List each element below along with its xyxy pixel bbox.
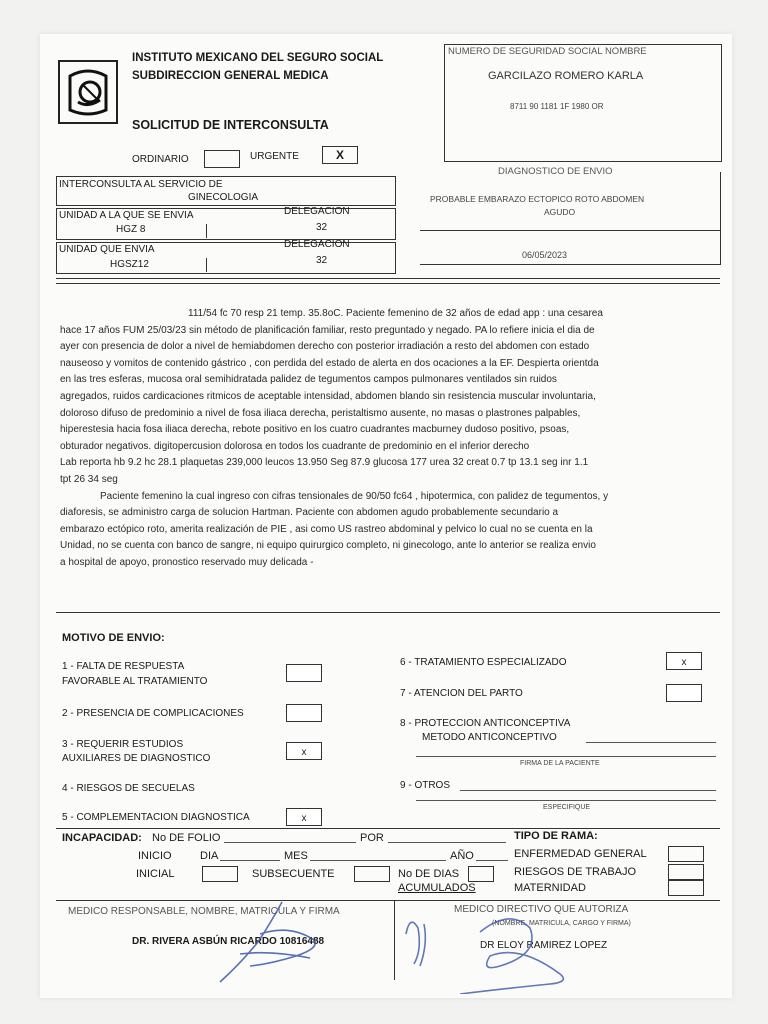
reason-8-line2: METODO ANTICONCEPTIVO (422, 732, 557, 743)
summary-line: hace 17 años FUM 25/03/23 sin método de planificación familiar, resto preguntado y negado. PA lo refiere inicia el dia de (60, 324, 595, 336)
incapacity-dias: No DE DIAS (398, 868, 460, 880)
summary-line: a hospital de apoyo, pronostico reservado muy delicada - (60, 556, 314, 568)
responsible-signature (210, 894, 340, 994)
rama-title: TIPO DE RAMA: (514, 830, 598, 842)
diagnosis-date: 06/05/2023 (522, 250, 568, 260)
rama-1-checkbox[interactable] (668, 846, 704, 862)
rama-3-checkbox[interactable] (668, 880, 704, 896)
urgente-label: URGENTE (250, 151, 299, 162)
summary-line: obturador negativos. digitopercusion dolorosa en todos los cuadrante de predominio en el inferior derecho (60, 440, 530, 452)
diagnosis-line1: PROBABLE EMBARAZO ECTOPICO ROTO ABDOMEN (430, 194, 645, 204)
unit-to-label: UNIDAD A LA QUE SE ENVIA (59, 210, 194, 221)
reason-3-line2: AUXILIARES DE DIAGNOSTICO (62, 753, 211, 764)
ordinario-checkbox[interactable] (204, 150, 240, 168)
reason-4: 4 - RIESGOS DE SECUELAS (62, 783, 195, 794)
service-value: GINECOLOGIA (188, 192, 259, 203)
summary-line: diaforesis, se administro carga de solucion Hartman. Paciente con abdomen agudo probablemente secundario a (60, 507, 559, 519)
unit-to-delegation-value: 32 (316, 222, 328, 233)
diagnosis-line2: AGUDO (544, 207, 576, 217)
summary-line: tpt 26 34 seg (60, 473, 118, 485)
director-signature (400, 904, 620, 994)
summary-line: doloroso difuso de predominio a nivel de fosa iliaca derecha, peristaltismo ausente, no masas o plastrones palpables, (60, 407, 581, 419)
rama-2: RIESGOS DE TRABAJO (514, 866, 637, 878)
reason-1-line2: FAVORABLE AL TRATAMIENTO (62, 676, 208, 687)
urgente-checkbox[interactable]: X (322, 146, 358, 164)
clinical-summary (60, 306, 720, 572)
responsible-label: MEDICO RESPONSABLE, NOMBRE, MATRICULA Y FIRMA (68, 906, 340, 917)
incapacity-inicial: INICIAL (136, 868, 175, 880)
diagnosis-box (420, 172, 721, 265)
reason-5: 5 - COMPLEMENTACION DIAGNOSTICA (62, 812, 250, 823)
dias-field[interactable] (468, 866, 494, 882)
reason-2: 2 - PRESENCIA DE COMPLICACIONES (62, 708, 244, 719)
reason-8-sign-label: FIRMA DE LA PACIENTE (520, 760, 600, 767)
reason-9-spec-label: ESPECIFIQUE (543, 804, 591, 811)
form-sheet (40, 34, 732, 998)
service-label: INTERCONSULTA AL SERVICIO DE (59, 179, 223, 190)
director-name: DR ELOY RAMIREZ LOPEZ (480, 940, 608, 951)
reason-7-checkbox[interactable] (666, 684, 702, 702)
reason-3-checkbox[interactable]: x (286, 742, 322, 760)
institute-name: INSTITUTO MEXICANO DEL SEGURO SOCIAL (132, 52, 384, 64)
imss-logo (58, 60, 118, 124)
summary-line: 111/54 fc 70 resp 21 temp. 35.8oC. Paciente femenino de 32 años de edad app : una cesarea (188, 308, 603, 319)
incapacity-anio: AÑO (450, 850, 474, 862)
reason-3-line1: 3 - REQUERIR ESTUDIOS (62, 739, 184, 750)
reasons-title: MOTIVO DE ENVIO: (62, 632, 165, 644)
unit-from-delegation-value: 32 (316, 255, 328, 266)
subsecuente-checkbox[interactable] (354, 866, 390, 882)
summary-line: Paciente femenino la cual ingreso con cifras tensionales de 90/50 fc64 , hipotermica, con palidez de tegumentos, y (100, 490, 609, 502)
responsible-name: DR. RIVERA ASBÚN RICARDO 10816488 (132, 936, 325, 947)
patient-box-label: NUMERO DE SEGURIDAD SOCIAL NOMBRE (448, 46, 647, 57)
summary-line: nauseoso y vomitos de contenido gástrico , con perdida del estado de alerta en dos ocaciones a la EF. Despierta orientda (60, 357, 599, 369)
inicial-checkbox[interactable] (202, 866, 238, 882)
summary-line: hiperestesia hacia fosa iliaca derecha, rebote positivo en los cuatro cuadrantes macburney dudoso positivo, psoas, (60, 424, 570, 436)
rama-2-checkbox[interactable] (668, 864, 704, 880)
unit-from-value: HGSZ12 (110, 259, 149, 270)
incapacity-subsecuente: SUBSECUENTE (252, 868, 335, 880)
reason-8-line1: 8 - PROTECCION ANTICONCEPTIVA (400, 718, 571, 729)
summary-line: embarazo ectópico roto, amerita realización de PIE , asi como US rastreo abdominal y pelvico lo cual no se cuenta en la (60, 523, 593, 535)
reason-5-checkbox[interactable]: x (286, 808, 322, 826)
rama-1: ENFERMEDAD GENERAL (514, 848, 647, 860)
incapacity-inicio: INICIO (138, 850, 172, 862)
reason-9: 9 - OTROS (400, 780, 451, 791)
rama-3: MATERNIDAD (514, 882, 586, 894)
reason-6: 6 - TRATAMIENTO ESPECIALIZADO (400, 657, 567, 668)
ordinario-label: ORDINARIO (132, 154, 189, 165)
form-title: SOLICITUD DE INTERCONSULTA (132, 118, 329, 132)
unit-to-delegation-label: DELEGACION (284, 206, 350, 217)
summary-line: en las tres esferas, mucosa oral semihidratada palidez de tegumentos campos pulmonares ventilados sin ruidos (60, 374, 557, 386)
summary-line: Lab reporta hb 9.2 hc 28.1 plaquetas 239,000 leucos 13.950 Seg 87.9 glucosa 177 urea 32 creat 0.7 tp 13.1 seg inr 1.1 (60, 457, 589, 469)
unit-from-label: UNIDAD QUE ENVIA (59, 244, 155, 255)
incapacity-por: POR (360, 832, 384, 844)
reason-2-checkbox[interactable] (286, 704, 322, 722)
reason-1-checkbox[interactable] (286, 664, 322, 682)
summary-line: agregados, ruidos cardicaciones ritmicos de aceptable intensidad, abdomen blando sin resistencia muscular involuntaria, (60, 390, 596, 402)
director-label: MEDICO DIRECTIVO QUE AUTORIZA (454, 904, 629, 915)
incapacity-dia: DIA (200, 850, 219, 862)
incapacity-mes: MES (284, 850, 308, 862)
diagnosis-label: DIAGNOSTICO DE ENVIO (498, 166, 613, 177)
summary-line: Unidad, no se cuenta con banco de sangre, ni equipo quirurgico completo, ni ginecologo, ante lo anterior se realiza envio (60, 540, 596, 552)
incapacity-folio: No DE FOLIO (152, 832, 221, 844)
incapacity-acumulados: ACUMULADOS (398, 882, 476, 894)
summary-line: ayer con presencia de dolor a nivel de hemiabdomen derecho con posterior irradiación a resto del abdomen con estado (60, 341, 590, 353)
reason-6-checkbox[interactable]: x (666, 652, 702, 670)
reason-1-line1: 1 - FALTA DE RESPUESTA (62, 661, 185, 672)
director-sublabel: (NOMBRE, MATRICULA, CARGO Y FIRMA) (492, 920, 631, 927)
subdirection-name: SUBDIRECCION GENERAL MEDICA (132, 70, 329, 82)
patient-name: GARCILAZO ROMERO KARLA (488, 70, 644, 82)
unit-to-value: HGZ 8 (116, 224, 146, 235)
unit-from-delegation-label: DELEGACION (284, 239, 350, 250)
reason-7: 7 - ATENCION DEL PARTO (400, 688, 523, 699)
incapacity-label: INCAPACIDAD: (62, 832, 142, 844)
patient-nss: 8711 90 1181 1F 1980 OR (510, 102, 604, 111)
